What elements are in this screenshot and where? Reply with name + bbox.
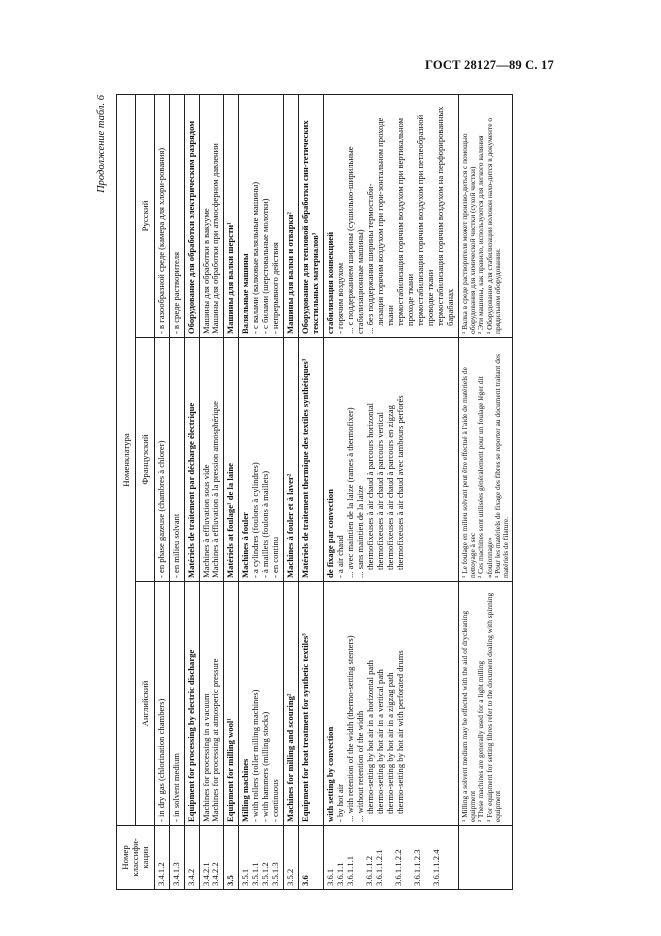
row-fr: - en phase gazeuse (chambres à chlorer) bbox=[154, 338, 169, 582]
table-row-group bbox=[324, 94, 459, 889]
row-ru: Оборудование для тепловой обработки син-тетических текстильных материалов³ bbox=[299, 94, 324, 337]
row-fr: - en milieu solvant bbox=[169, 338, 184, 582]
row-en: Equipment for processing by electric discharge bbox=[184, 582, 199, 826]
row-en: Machines for milling and scouring² bbox=[284, 582, 299, 826]
page-header: ГОСТ 28127—89 С. 17 bbox=[425, 58, 554, 72]
row-code: 3.4.1.3 bbox=[169, 826, 184, 890]
table-row-group bbox=[239, 94, 284, 889]
row-ru: - в газообразной среде (камера для хлори-рования) bbox=[154, 94, 169, 337]
row-en: - in dry gas (chlorination chambers) bbox=[154, 582, 169, 826]
table-canvas bbox=[96, 95, 581, 890]
footnotes-ru: ¹ Валка в среде растворителя может произво-диться с помощью оборудования для химической чистки (сухой чистки) ² Эти машины, как правило, используются для легкого валяния ³ Оборудование для стабилизации волокон нахо-дится в документе о прядильном оборудовании. bbox=[458, 94, 513, 337]
nomenclature-table bbox=[116, 94, 513, 890]
row-ru: Валяльные машины - с валами (валковые валяльные машины) - с билами (шерстовальные молотки) - непрерывного действия bbox=[239, 94, 284, 337]
row-code: 3.5.1 3.5.1.1 3.5.1.2 3.5.1.3 bbox=[239, 826, 284, 890]
header-french: Французский bbox=[135, 338, 154, 582]
row-fr: Matériels de traitement par décharge électrique bbox=[184, 338, 199, 582]
table-row-group bbox=[199, 94, 224, 889]
row-en: Milling machines - with rollers (roller milling machines) - with hammers (milling stocks) - continuous bbox=[239, 582, 284, 826]
row-fr: de fixage par convection - a air chaud ... avec maintien de la laize (rames à thermofixer) ... sans maintien de la laize thermofixeuses à air chaud à parcours horizontal thermofixeuses à air chaud à parcours vertical thermofixeuses à air chaud à parcours en zigzag thermofixeuses à air chaud avec tambours perforés bbox=[324, 338, 459, 582]
row-ru: стабилизация конвекцией - горячим воздухом ... с поддержанием ширины (сушильно-ширильные стабилизационные машины) ... без поддержания ширины термостаби- лизация горячим воздухом при гори-зонтальном проходе ткани термостабилизация горячим воздухом при вертикальном проходе ткани термостабилизация горячим воздухом при петлеобразной проводке ткани термостабилизация горячим воздухом на перфорированных барабанах bbox=[324, 94, 459, 337]
table-row bbox=[169, 94, 184, 889]
header-english: Английский bbox=[135, 582, 154, 826]
row-en: with setting by convection - by hot air ... with retention of the width (thermo-setting stenters) ... without retention of the width thermo-setting by hot air in a horizontal path thermo-setting by hot air in a vertical path thermo-setting by hot air in a zigzag path thermo-setting by hot air with perforated drums bbox=[324, 582, 459, 826]
table-row bbox=[299, 94, 324, 889]
table-row bbox=[154, 94, 169, 889]
row-ru: Машины для обработки в вакууме Машины для обработки при атмосферном давлении bbox=[199, 94, 224, 337]
row-code: 3.5.2 bbox=[284, 826, 299, 890]
row-ru: Машины для валки шерсти¹ bbox=[224, 94, 239, 337]
continuation-label: Продолжение табл. 6 bbox=[96, 95, 107, 193]
header-russian: Русский bbox=[135, 94, 154, 337]
footnotes-fr: ¹ Le foulage en milieu solvant peut être effectué à l'aide de matériels de nettoyage à sec ² Ces machines sont utilisées généralement pour un foulage léger dit «foulonnage» ³ Pour les matériels de fixage des fibres se reporter au document traitant des matériels de filature. bbox=[458, 338, 513, 582]
header-code: Номер классифи-кации bbox=[117, 826, 155, 890]
row-en: - in solvent medium bbox=[169, 582, 184, 826]
row-code: 3.6.1 3.6.1.1 3.6.1.1.1 3.6.1.1.2 3.6.1.1.2.1 3.6.1.1.2.2 3.6.1.1.2.3 3.6.1.1.2.4 bbox=[324, 826, 459, 890]
row-en: Machines for processing in a vacuum Machines for processing at atmosperic pressure bbox=[199, 582, 224, 826]
table-row bbox=[184, 94, 199, 889]
header-nomenclature: Номенклатура bbox=[117, 94, 136, 825]
footnote-code-cell bbox=[458, 826, 513, 890]
row-fr: Matériels at foulage¹ de la laine bbox=[224, 338, 239, 582]
row-en: Equipment for milling wool¹ bbox=[224, 582, 239, 826]
row-ru: - в среде растворителя bbox=[169, 94, 184, 337]
footnotes-row bbox=[458, 94, 513, 889]
row-en: Equipment for heat treatment for synthetic textiles³ bbox=[299, 582, 324, 826]
row-fr: Machines à fouler - a cylindres (foulons à cylindres) - à maillets (foulons à maillets) - en continu bbox=[239, 338, 284, 582]
table-row bbox=[284, 94, 299, 889]
row-code: 3.4.2 bbox=[184, 826, 199, 890]
row-code: 3.4.1.2 bbox=[154, 826, 169, 890]
row-fr: Machines à fouler et à laver² bbox=[284, 338, 299, 582]
row-ru: Машины для валки и отварки² bbox=[284, 94, 299, 337]
footnotes-en: ¹ Milling a solvent medium may be effected with the aid of drycleaning equipment ² These machines are generally used for a light milling ³ For equipment for setting fibres refer to the document dealing with spinning equipment bbox=[458, 582, 513, 826]
row-code: 3.6 bbox=[299, 826, 324, 890]
row-code: 3.4.2.1 3.4.2.2 bbox=[199, 826, 224, 890]
row-ru: Оборудование для обработки электрическим разрядом bbox=[184, 94, 199, 337]
row-fr: Matériels de traitement thermique des textiles synthétiques³ bbox=[299, 338, 324, 582]
row-code: 3.5 bbox=[224, 826, 239, 890]
rotated-table-area bbox=[96, 95, 581, 890]
row-fr: Machines à effluvation sous vide Machines à effluvation à la pression atmosphérique bbox=[199, 338, 224, 582]
table-row bbox=[224, 94, 239, 889]
